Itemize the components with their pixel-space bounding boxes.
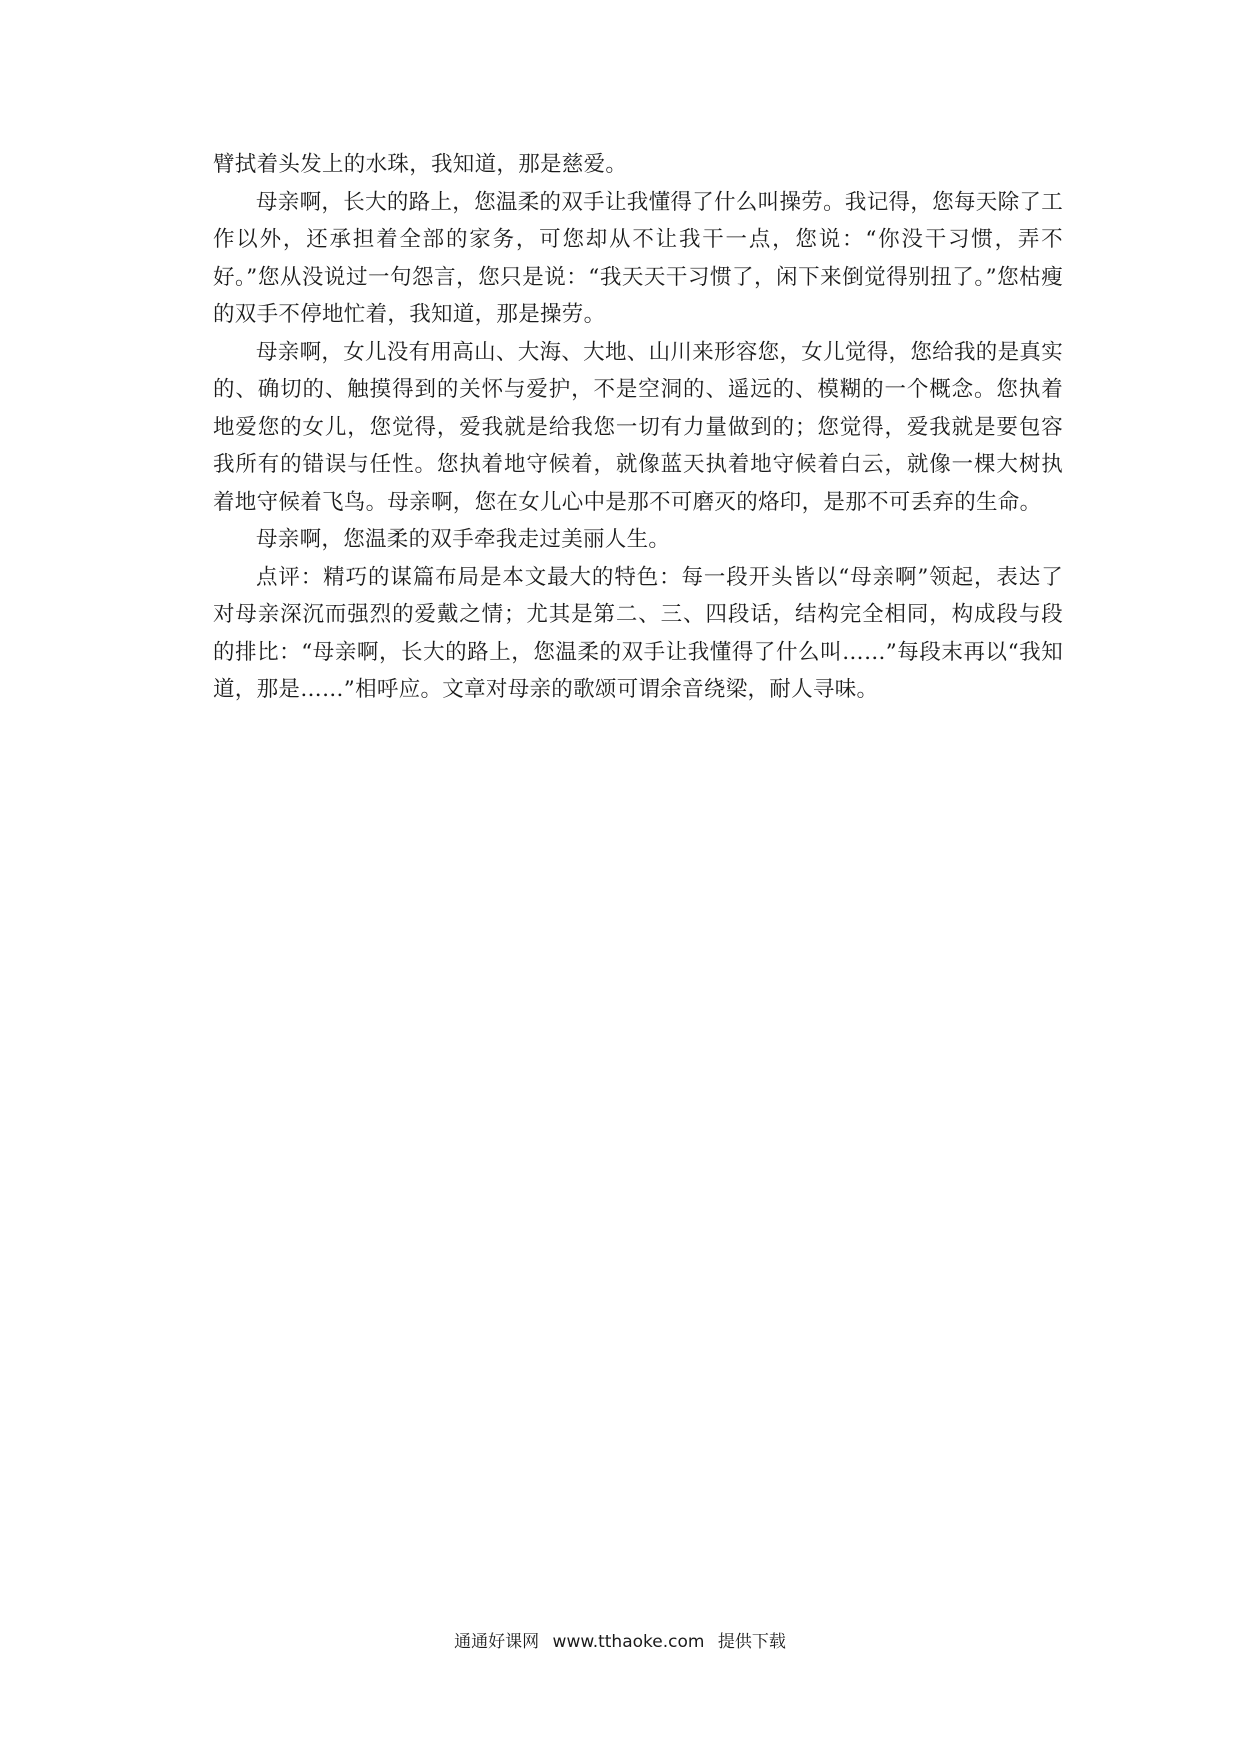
paragraph-toil: 母亲啊，长大的路上，您温柔的双手让我懂得了什么叫操劳。我记得，您每天除了工作以外，还承担着全部的家务，可您却从不让我干一点，您说：“你没干习惯，弄不好。”您从没说过一句怨言，您只是说：“我天天干习惯了，闲下来倒觉得别扭了。”您枯瘦的双手不停地忙着，我知道，那是操劳。 <box>213 189 1063 327</box>
footer-url-link[interactable]: www.tthaoke.com <box>552 1632 705 1652</box>
document-body <box>213 146 1063 709</box>
paragraph-continued: 臂拭着头发上的水珠，我知道，那是慈爱。 <box>213 152 628 177</box>
footer-site-name: 通通好课网 <box>454 1632 540 1652</box>
page-footer <box>0 1627 1240 1652</box>
paragraph-commentary: 点评：精巧的谋篇布局是本文最大的特色：每一段开头皆以“母亲啊”领起，表达了对母亲深沉而强烈的爱戴之情；尤其是第二、三、四段话，结构完全相同，构成段与段的排比：“母亲啊，长大的路上，您温柔的双手让我懂得了什么叫……”每段末再以“我知道，那是……”相呼应。文章对母亲的歌颂可谓余音绕梁，耐人寻味。 <box>213 564 1063 702</box>
footer-suffix: 提供下载 <box>717 1632 786 1652</box>
paragraph-care: 母亲啊，女儿没有用高山、大海、大地、山川来形容您，女儿觉得，您给我的是真实的、确切的、触摸得到的关怀与爱护，不是空洞的、遥远的、模糊的一个概念。您执着地爱您的女儿，您觉得，爱我就是给我您一切有力量做到的；您觉得，爱我就是要包容我所有的错误与任性。您执着地守候着，就像蓝天执着地守候着白云，就像一棵大树执着地守候着飞鸟。母亲啊，您在女儿心中是那不可磨灭的烙印，是那不可丢弃的生命。 <box>213 339 1063 515</box>
paragraph-closing: 母亲啊，您温柔的双手牵我走过美丽人生。 <box>256 527 671 552</box>
